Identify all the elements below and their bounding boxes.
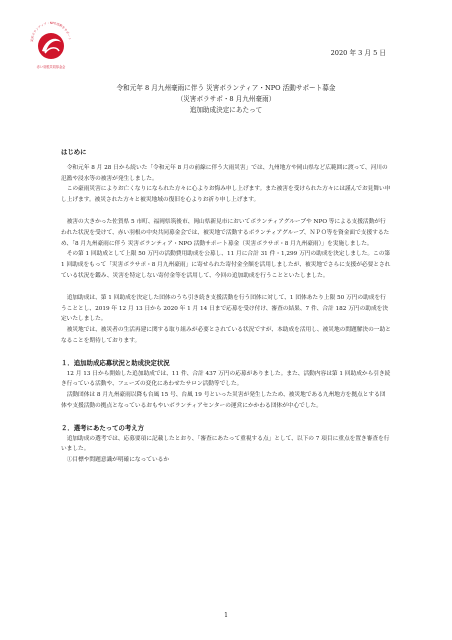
page-number: 1 <box>224 612 228 619</box>
intro-paragraph-4: その第 1 回助成として上限 50 万円の活動費用助成を公募し、11 月に合計 31 件・1,299 万円の助成を決定しました。この第 1 回助成をもって「災害ボラサポ・8 月九州豪雨」に寄せられた寄付金全額を活用しましたが、被災地でさらに支援が必要とされている状況を鑑み、災害を特定しない寄付金等を活用して、今回の追加助成を行うことといたしました。 <box>61 251 391 279</box>
section-1-paragraph-2: 活動団体は 8 月九州豪雨以降も台風 15 号、台風 19 号といった災害が発生したため、被災地である九州地方を拠点とする団体や支援活動の拠点となっているおもやいボランティアセンターの運営にかかわる団体が中心でした。 <box>61 392 386 409</box>
title-line-3: 追加助成決定にあたって <box>189 105 263 114</box>
title-line-1: 令和元年 8 月九州豪雨に伴う 災害ボランティア・NPO 活動サポート募金 <box>116 84 336 92</box>
logo-arc-text: 災害ボランティア・NPO活動をサポート <box>29 20 72 43</box>
section-2-heading: ２．選考にあたっての考え方 <box>61 423 145 432</box>
section-2-list-item-1: ①目標や問題意識が明確になっているか <box>66 457 170 464</box>
title-line-2: （災害ボラサポ・8 月九州豪雨） <box>176 94 276 103</box>
intro-paragraph-5: 追加助成は、第 1 回助成を決定した団体のうち引き続き支援活動を行う団体に対して、1 団体あたり上限 50 万円の助成を行うこととし、2019 年 12 月 13 日から 2020 年 1 月 14 日まで応募を受け付け、審査の結果、7 件、合計 182 万円の助成を決定いたしました。 <box>61 294 389 323</box>
section-2-paragraph-1: 追加助成の選考では、応募要項に記載したとおり、「審査にあたって重視する点」として、以下の 7 項目に重点を置き審査を行いました。 <box>61 435 390 453</box>
intro-paragraph-6: 被災地では、被災者の生活再建に関する取り組みが必要とされている状況ですが、本助成を活用し、被災地の問題解決の一助となることを期待しております。 <box>61 327 391 344</box>
document-title <box>0 83 452 115</box>
section-1-heading: １．追加助成応募状況と助成決定状況 <box>61 358 170 367</box>
intro-paragraph-2: この豪雨災害によりお亡くなりになられた方々に心よりお悔み申し上げます。また被害を受けられた方々には謹んでお見舞い申し上げます。被災された方々と被災地域の復旧を心よりお祈り申し上げます。 <box>61 186 391 204</box>
section-1-paragraph-1: 12 月 13 日から開始した追加助成では、11 件、合計 437 万円の応募がありました。また、活動内容は第 1 回助成から引き続き行っている活動や、フェーズの変化にあわせたサロン活動等でした。 <box>61 370 391 388</box>
intro-heading: はじめに <box>61 148 87 156</box>
intro-paragraph-1: 令和元年 8 月 28 日から続いた「令和元年 8 月の前線に伴う大雨災害」では、九州地方や岡山県など広範囲に渡って、河川の氾濫や浸水等の被害が発生しました。 <box>61 164 388 182</box>
document-date: 2020 年 3 月 5 日 <box>330 49 386 57</box>
red-circle-swirl-logo-icon <box>26 18 76 84</box>
intro-paragraph-3: 被害の大きかった佐賀県 5 市町、福岡県筑後市、岡山県新見市においてボランティアグループや NPO 等による支援活動が行われた状況を受けて、赤い羽根の中央共同募金会では、被災地で活動するボランティアグループ、ＮＰＯ等を資金面で支援するため、「8 月九州豪雨に伴う 災害ボランティア・NPO 活動サポート募金（災害ボラサポ・8 月九州豪雨）」を実施しました。 <box>61 218 390 247</box>
logo-org-name: 赤い羽根共同募金会 <box>36 65 66 69</box>
organization-logo <box>26 18 76 84</box>
document-body <box>61 147 391 466</box>
